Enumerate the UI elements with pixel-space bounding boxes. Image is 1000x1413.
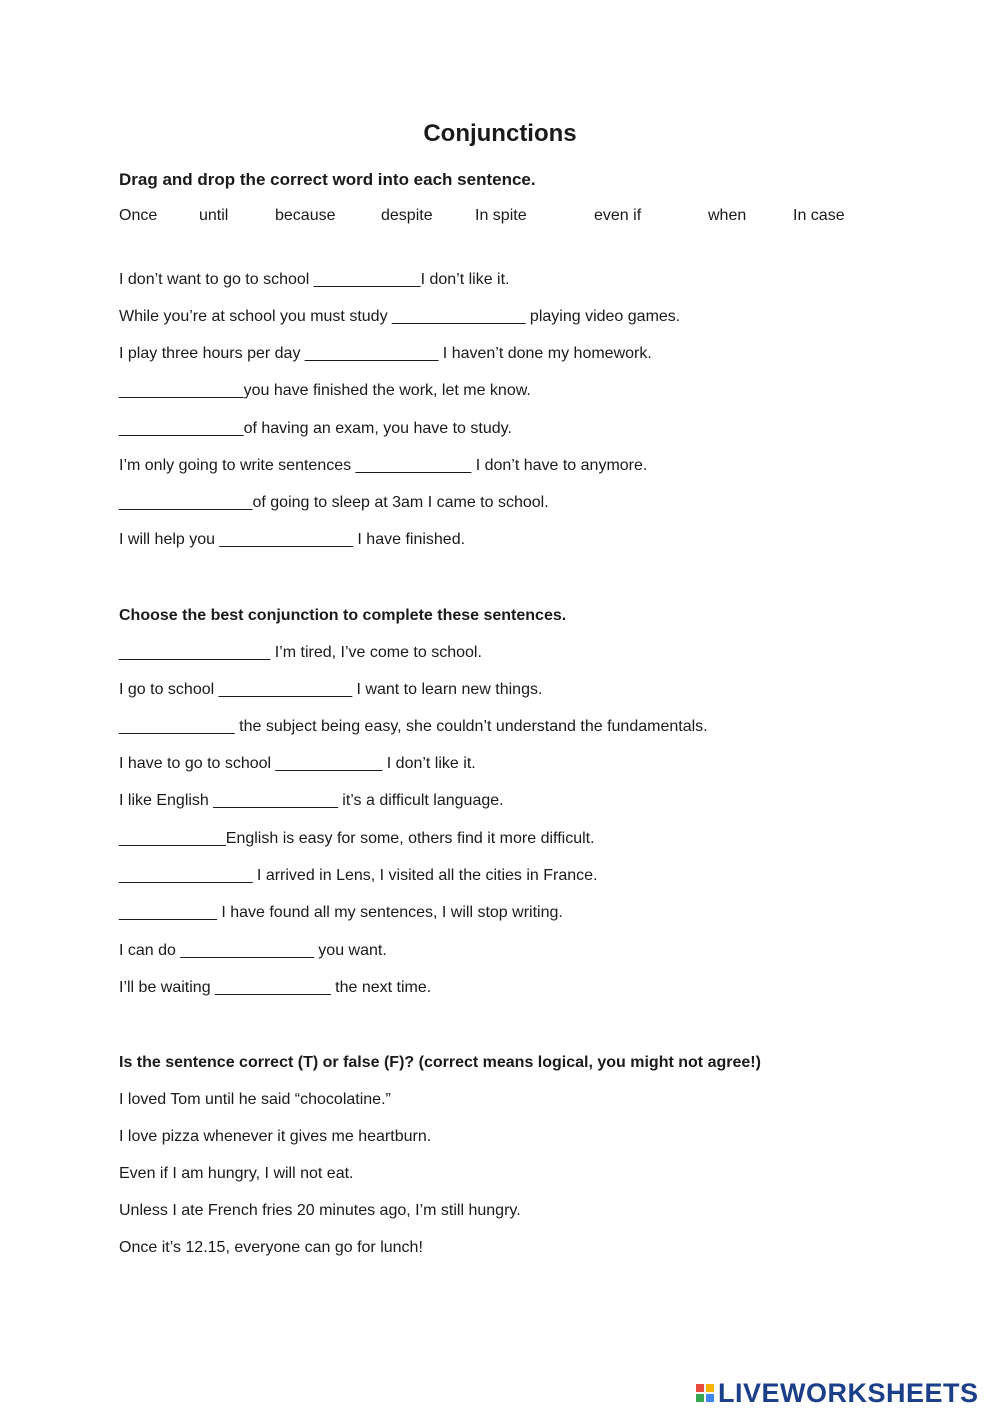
s1-sentence-8[interactable]: I will help you _______________ I have finished. — [119, 531, 466, 548]
brand-name: LIVEWORKSHEETS — [718, 1377, 979, 1408]
s1-sentence-6[interactable]: I’m only going to write sentences _____________ I don’t have to anymore. — [119, 457, 648, 474]
word-bank — [0, 207, 1000, 229]
s2-sentence-8[interactable]: ___________ I have found all my sentences, I will stop writing. — [119, 904, 563, 921]
s3-sentence-5[interactable]: Once it’s 12.15, everyone can go for lunch! — [119, 1239, 423, 1256]
logo-block — [696, 1394, 704, 1402]
s2-sentence-2[interactable]: I go to school _______________ I want to learn new things. — [119, 681, 543, 698]
word-option[interactable]: Once — [119, 207, 158, 224]
section1-heading: Drag and drop the correct word into each sentence. — [119, 170, 536, 189]
s2-sentence-7[interactable]: _______________ I arrived in Lens, I visited all the cities in France. — [119, 867, 598, 884]
s1-sentence-5[interactable]: ______________of having an exam, you have to study. — [119, 420, 512, 437]
word-option[interactable]: when — [708, 207, 747, 224]
s2-sentence-9[interactable]: I can do _______________ you want. — [119, 942, 387, 959]
logo-icon — [696, 1384, 714, 1402]
logo-block — [706, 1394, 714, 1402]
s3-sentence-1[interactable]: I loved Tom until he said “chocolatine.” — [119, 1091, 391, 1108]
s2-sentence-1[interactable]: _________________ I’m tired, I’ve come to school. — [119, 644, 482, 661]
logo-block — [696, 1384, 704, 1392]
section3-heading: Is the sentence correct (T) or false (F)? (correct means logical, you might not agree!) — [119, 1054, 761, 1071]
page-title: Conjunctions — [423, 120, 577, 147]
word-option[interactable]: despite — [381, 207, 433, 224]
s2-sentence-4[interactable]: I have to go to school ____________ I don’t like it. — [119, 755, 476, 772]
s3-sentence-3[interactable]: Even if I am hungry, I will not eat. — [119, 1165, 354, 1182]
word-option[interactable]: until — [199, 207, 229, 224]
word-option[interactable]: In case — [793, 207, 845, 224]
s2-sentence-6[interactable]: ____________English is easy for some, others find it more difficult. — [119, 830, 595, 847]
s1-sentence-2[interactable]: While you’re at school you must study _______________ playing video games. — [119, 308, 681, 325]
word-option[interactable]: even if — [594, 207, 642, 224]
word-option[interactable]: because — [275, 207, 336, 224]
s1-sentence-4[interactable]: ______________you have finished the work, let me know. — [119, 382, 531, 399]
s3-sentence-2[interactable]: I love pizza whenever it gives me heartburn. — [119, 1128, 432, 1145]
liveworksheets-logo — [696, 1378, 979, 1408]
s2-sentence-10[interactable]: I’ll be waiting _____________ the next time. — [119, 979, 432, 996]
s2-sentence-5[interactable]: I like English ______________ it’s a difficult language. — [119, 792, 504, 809]
s2-sentence-3[interactable]: _____________ the subject being easy, she couldn’t understand the fundamentals. — [119, 718, 708, 735]
s1-sentence-7[interactable]: _______________of going to sleep at 3am I came to school. — [119, 494, 549, 511]
s1-sentence-3[interactable]: I play three hours per day _______________ I haven’t done my homework. — [119, 345, 652, 362]
word-option[interactable]: In spite — [475, 207, 527, 224]
section2-heading: Choose the best conjunction to complete these sentences. — [119, 607, 567, 624]
s1-sentence-1[interactable]: I don’t want to go to school ____________I don’t like it. — [119, 271, 510, 288]
s3-sentence-4[interactable]: Unless I ate French fries 20 minutes ago, I’m still hungry. — [119, 1202, 521, 1219]
logo-block — [706, 1384, 714, 1392]
